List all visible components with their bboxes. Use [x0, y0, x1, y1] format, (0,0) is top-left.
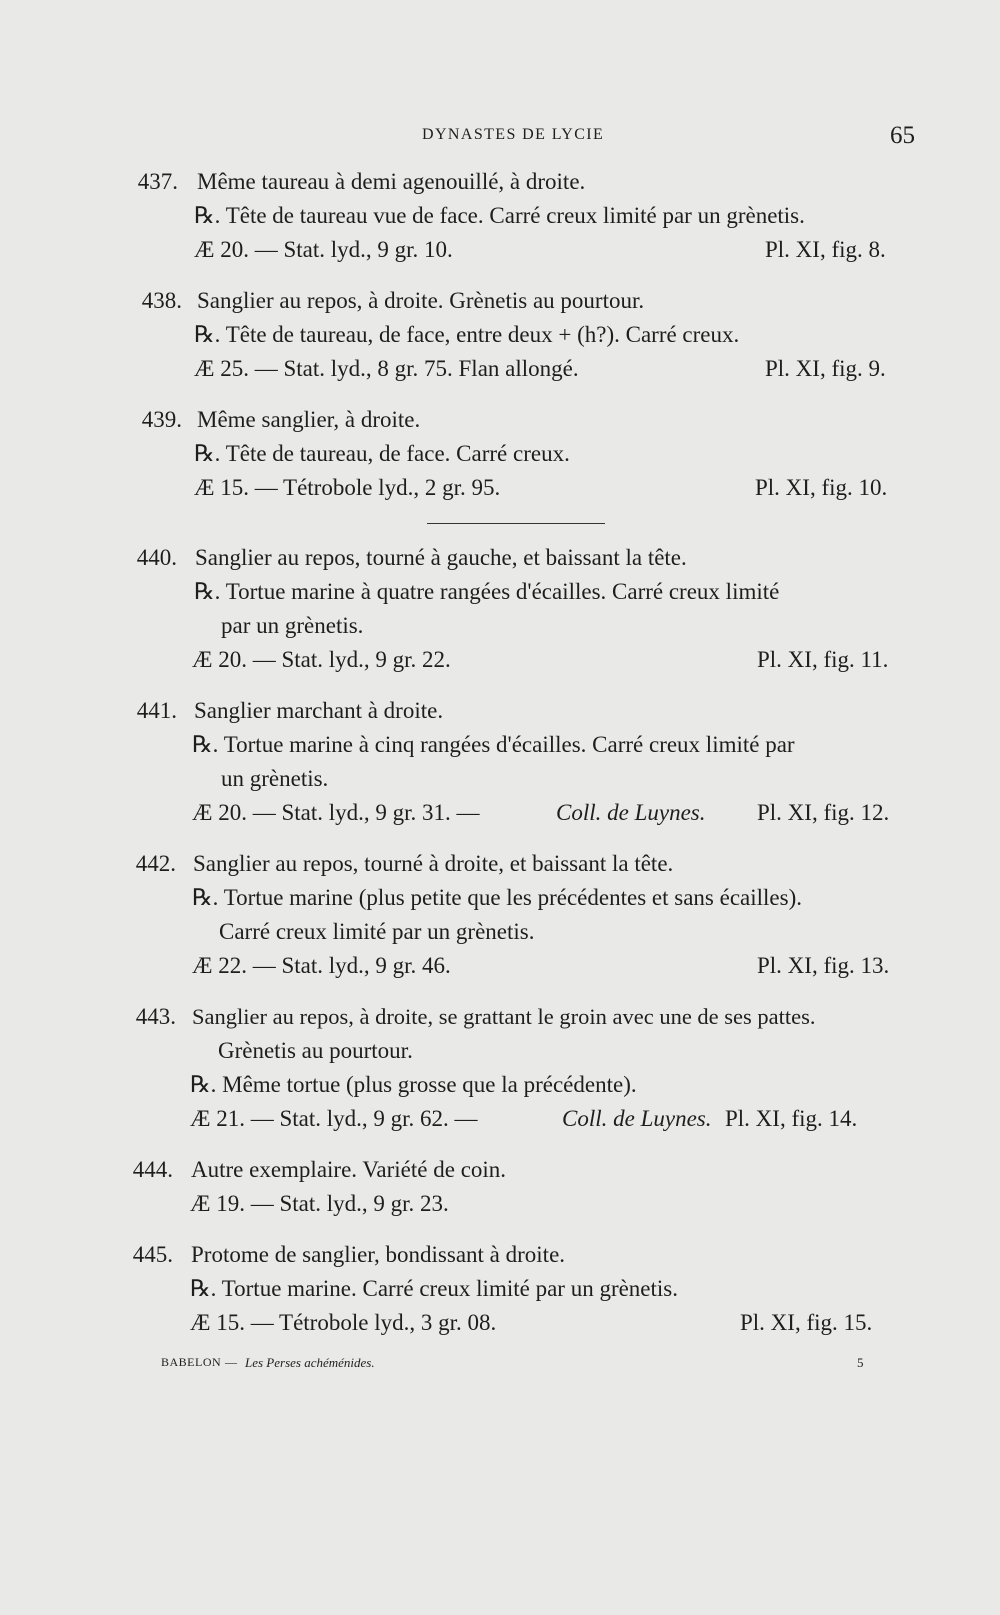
entry-number: 444.: [132, 1157, 173, 1182]
entry-stat: Æ 20. — Stat. lyd., 9 gr. 10.: [194, 237, 453, 262]
entry-stat: Æ 15. — Tétrobole lyd., 2 gr. 95.: [194, 475, 501, 500]
entry-stat: Æ 19. — Stat. lyd., 9 gr. 23.: [190, 1191, 449, 1216]
entry-stat: Æ 20. — Stat. lyd., 9 gr. 22.: [192, 647, 451, 672]
entry-number: 437.: [137, 169, 178, 194]
catalogue-entry-442: [0, 847, 1000, 983]
entry-reverse: ℞. Tortue marine. Carré creux limité par un grènetis.: [190, 1276, 678, 1301]
entry-plate: Pl. XI, fig. 9.: [765, 356, 886, 381]
catalogue-body: [0, 165, 1000, 1340]
entry-description-continued: Grènetis au pourtour.: [218, 1038, 413, 1063]
footer-book-title: Les Perses achéménides.: [245, 1355, 375, 1370]
entry-reverse: ℞. Tête de taureau, de face. Carré creux.: [194, 441, 570, 466]
signature-mark: 5: [857, 1355, 864, 1370]
entry-description: Autre exemplaire. Variété de coin.: [191, 1157, 507, 1182]
catalogue-entry-439: [0, 403, 1000, 505]
entry-reverse: ℞. Tortue marine à quatre rangées d'écailles. Carré creux limité: [194, 579, 780, 604]
catalogue-entry-441: [0, 694, 1000, 830]
entry-reverse-continued: Carré creux limité par un grènetis.: [219, 919, 535, 944]
entry-collection: Coll. de Luynes.: [556, 800, 706, 825]
entry-plate: Pl. XI, fig. 11.: [757, 647, 889, 672]
entry-number: 442.: [135, 851, 176, 876]
entry-number: 441.: [136, 698, 177, 723]
entry-stat: Æ 15. — Tétrobole lyd., 3 gr. 08.: [190, 1310, 497, 1335]
entry-description: Sanglier au repos, tourné à gauche, et baissant la tête.: [195, 545, 687, 570]
entry-number: 439.: [141, 407, 182, 432]
entry-plate: Pl. XI, fig. 8.: [765, 237, 886, 262]
entry-plate: Pl. XI, fig. 10.: [755, 475, 888, 500]
running-title: DYNASTES DE LYCIE: [422, 126, 605, 143]
entry-description: Même taureau à demi agenouillé, à droite.: [197, 169, 586, 194]
entry-description: Même sanglier, à droite.: [197, 407, 421, 432]
entry-number: 445.: [132, 1242, 173, 1267]
entry-plate: Pl. XI, fig. 15.: [740, 1310, 873, 1335]
entry-number: 438.: [141, 288, 182, 313]
entry-description: Sanglier au repos, tourné à droite, et baissant la tête.: [193, 851, 674, 876]
entry-stat: Æ 25. — Stat. lyd., 8 gr. 75. Flan allongé.: [194, 356, 579, 381]
entry-reverse: ℞. Tortue marine à cinq rangées d'écailles. Carré creux limité par: [192, 732, 795, 757]
entry-plate: Pl. XI, fig. 14.: [725, 1106, 858, 1131]
section-divider: [0, 505, 1000, 541]
entry-reverse: ℞. Même tortue (plus grosse que la précédente).: [190, 1072, 637, 1097]
entry-number: 440.: [136, 545, 177, 570]
entry-reverse: ℞. Tête de taureau, de face, entre deux + (h?). Carré creux.: [194, 322, 740, 347]
page-footer: [0, 1355, 1000, 1379]
entry-description: Protome de sanglier, bondissant à droite.: [191, 1242, 566, 1267]
entry-collection: Coll. de Luynes.: [562, 1106, 712, 1131]
entry-reverse: ℞. Tortue marine (plus petite que les précédentes et sans écailles).: [192, 885, 802, 910]
entry-reverse-continued: par un grènetis.: [221, 613, 364, 638]
catalogue-entry-437: [0, 165, 1000, 267]
catalogue-entry-443: [0, 1000, 1000, 1136]
entry-description: Sanglier au repos, à droite, se grattant le groin avec une de ses pattes.: [192, 1004, 816, 1029]
entry-stat: Æ 20. — Stat. lyd., 9 gr. 31. —: [192, 800, 480, 825]
footer-separator: —: [225, 1355, 237, 1369]
catalogue-entry-444: [0, 1153, 1000, 1221]
page-header: [0, 122, 1000, 156]
page-number: 65: [890, 122, 915, 149]
entry-description: Sanglier marchant à droite.: [194, 698, 444, 723]
entry-stat: Æ 21. — Stat. lyd., 9 gr. 62. —: [190, 1106, 478, 1131]
entry-reverse: ℞. Tête de taureau vue de face. Carré creux limité par un grènetis.: [194, 203, 805, 228]
entry-number: 443.: [135, 1004, 176, 1029]
catalogue-entry-438: [0, 284, 1000, 386]
entry-plate: Pl. XI, fig. 13.: [757, 953, 890, 978]
footer-author: BABELON: [161, 1355, 222, 1369]
entry-description: Sanglier au repos, à droite. Grènetis au pourtour.: [197, 288, 645, 313]
catalogue-entry-440: [0, 541, 1000, 677]
entry-plate: Pl. XI, fig. 12.: [757, 800, 890, 825]
entry-stat: Æ 22. — Stat. lyd., 9 gr. 46.: [192, 953, 451, 978]
catalogue-entry-445: [0, 1238, 1000, 1340]
entry-reverse-continued: un grènetis.: [221, 766, 329, 791]
